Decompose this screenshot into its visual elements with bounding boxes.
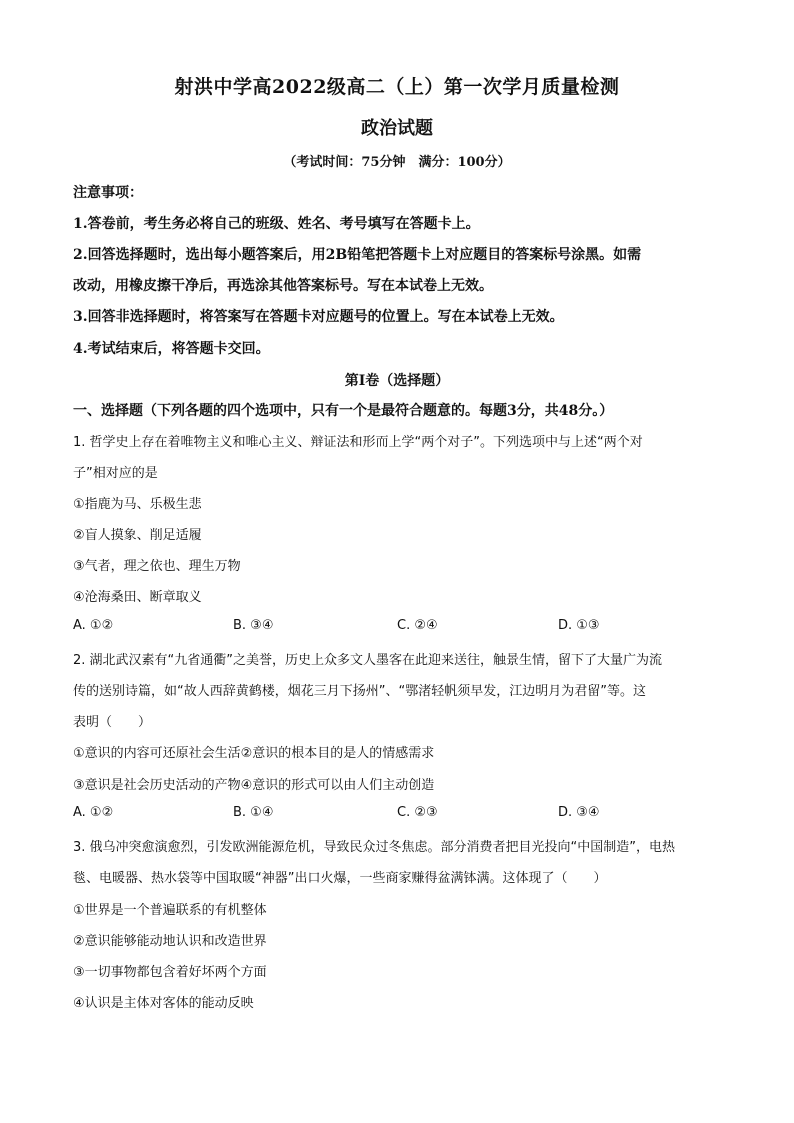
option-b: B. ①④ — [233, 805, 274, 820]
note-line: 1.答卷前，考生务必将自己的班级、姓名、考号填写在答题卡上。 — [73, 216, 480, 232]
option-b: B. ③④ — [233, 618, 274, 633]
question-stem-line: 2. 湖北武汉素有“九省通衢”之美誉，历史上众多文人墨客在此迎来送往，触景生情，留下了大量广为流 — [73, 653, 663, 668]
exam-time-info: （考试时间：75分钟 满分：100分） — [283, 155, 511, 170]
question-stem-line: 表明（ ） — [73, 715, 152, 730]
statement: ③意识是社会历史活动的产物④意识的形式可以由人们主动创造 — [73, 778, 435, 793]
note-line: 4.考试结束后，将答题卡交回。 — [73, 341, 270, 357]
exam-title: 射洪中学高2022级高二（上）第一次学月质量检测 — [174, 76, 620, 98]
question-stem-line: 传的送别诗篇，如“故人西辞黄鹤楼，烟花三月下扬州”、“鄂渚轻帆须早发，江边明月为君留”等。这 — [73, 684, 646, 699]
statement: ②盲人摸象、削足适履 — [73, 528, 202, 543]
question-stem-line: 子”相对应的是 — [73, 466, 158, 481]
statement: ③气者，理之依也、理生万物 — [73, 559, 241, 574]
option-a: A. ①② — [73, 618, 114, 633]
option-c: C. ②④ — [397, 618, 438, 633]
statement: ④认识是主体对客体的能动反映 — [73, 996, 254, 1011]
statement: ①意识的内容可还原社会生活②意识的根本目的是人的情感需求 — [73, 746, 435, 761]
option-a: A. ①② — [73, 805, 114, 820]
question-stem-line: 毯、电暖器、热水袋等中国取暖“神器”出口火爆，一些商家赚得盆满钵满。这体现了（ ） — [73, 871, 607, 886]
volume-title: 第Ⅰ卷（选择题） — [344, 373, 450, 389]
statement: ①世界是一个普遍联系的有机整体 — [73, 903, 267, 918]
option-d: D. ①③ — [558, 618, 600, 633]
note-line: 2.回答选择题时，选出每小题答案后，用2B铅笔把答题卡上对应题目的答案标号涂黑。如需 — [73, 247, 642, 263]
question-stem-line: 3. 俄乌冲突愈演愈烈，引发欧洲能源危机，导致民众过冬焦虑。部分消费者把目光投向“中国制造”，电热 — [73, 840, 676, 855]
question-stem-line: 1. 哲学史上存在着唯物主义和唯心主义、辩证法和形而上学“两个对子”。下列选项中与上述“两个对 — [73, 435, 643, 450]
part-title: 一、选择题（下列各题的四个选项中，只有一个是最符合题意的。每题3分，共48分。） — [73, 403, 614, 419]
statement: ④沧海桑田、断章取义 — [73, 590, 202, 605]
note-line: 改动，用橡皮擦干净后，再选涂其他答案标号。写在本试卷上无效。 — [73, 278, 493, 294]
exam-subject: 政治试题 — [361, 118, 433, 139]
note-line: 3.回答非选择题时，将答案写在答题卡对应题号的位置上。写在本试卷上无效。 — [73, 309, 564, 325]
notes-heading: 注意事项： — [73, 185, 143, 201]
statement: ①指鹿为马、乐极生悲 — [73, 497, 202, 512]
statement: ②意识能够能动地认识和改造世界 — [73, 934, 267, 949]
statement: ③一切事物都包含着好坏两个方面 — [73, 965, 267, 980]
option-d: D. ③④ — [558, 805, 600, 820]
option-c: C. ②③ — [397, 805, 438, 820]
